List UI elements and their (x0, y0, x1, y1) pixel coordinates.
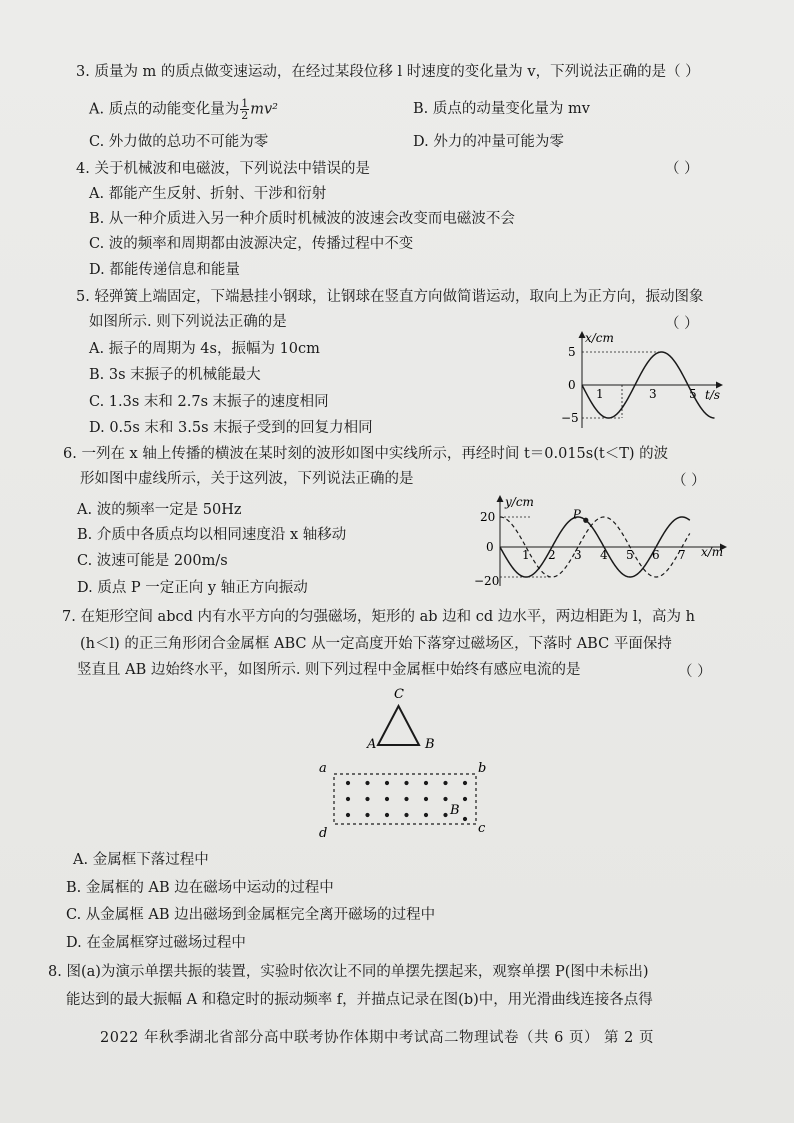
q8-stem-line1: 8. 图(a)为演示单摆共振的装置，实验时依次让不同的单摆先摆起来，观察单摆 P(图中未标出) (48, 964, 649, 980)
q6-stem-line1: 6. 一列在 x 轴上传播的横波在某时刻的波形如图中实线所示，再经时间 t＝0.015s(t＜T) 的波 (63, 446, 669, 462)
q5-stem-line1: 5. 轻弹簧上端固定，下端悬挂小钢球，让钢球在竖直方向做简谐运动，取向上为正方向，振动图象 (76, 289, 704, 305)
q3-stem: 3. 质量为 m 的质点做变速运动，在经过某段位移 l 时速度的变化量为 v，下列说法正确的是（ ） (76, 64, 700, 80)
q3-option-b: B. 质点的动量变化量为 mv (413, 101, 590, 117)
q5-xtick-1: 1 (596, 387, 604, 401)
q8-stem-line2: 能达到的最大振幅 A 和稳定时的振动频率 f，并描点记录在图(b)中，用光滑曲线连接各点得 (66, 992, 653, 1008)
q6-stem-line2: 形如图中虚线所示，关于这列波，下列说法正确的是 (80, 471, 414, 487)
q6-option-b: B. 介质中各质点均以相同速度沿 x 轴移动 (77, 527, 347, 543)
q7-field-dot (385, 797, 389, 801)
q6-option-d: D. 质点 P 一定正向 y 轴正方向振动 (77, 580, 308, 596)
q6-xtick-7: 7 (678, 548, 686, 562)
q5-xtick-3: 3 (649, 387, 657, 401)
q7-field-dot (443, 797, 447, 801)
q7-label-a: a (319, 761, 327, 776)
q7-answer-paren: （ ） (678, 664, 712, 680)
q7-field-dot (404, 813, 408, 817)
q4-option-b: B. 从一种介质进入另一种介质时机械波的波速会改变而电磁波不会 (89, 211, 515, 227)
q7-option-b: B. 金属框的 AB 边在磁场中运动的过程中 (66, 880, 334, 896)
q6-option-c: C. 波速可能是 200m/s (77, 553, 228, 569)
q7-label-c: c (478, 821, 486, 836)
q7-option-c: C. 从金属框 AB 边出磁场到金属框完全离开磁场的过程中 (66, 907, 436, 923)
q7-field-dot (346, 781, 350, 785)
q6-xtick-group (522, 548, 686, 562)
q7-label-C: C (394, 687, 404, 702)
q3-option-a-prefix: A. 质点的动能变化量为 (89, 101, 240, 118)
q5-option-a: A. 振子的周期为 4s，振幅为 10cm (89, 341, 320, 357)
q6-xtick-4: 4 (600, 548, 608, 562)
q4-option-a: A. 都能产生反射、折射、干涉和衍射 (89, 186, 327, 202)
q6-point-p-label: P (572, 507, 581, 522)
q7-field-dots (346, 781, 467, 821)
q3-option-d: D. 外力的冲量可能为零 (413, 134, 564, 150)
q5-xlabel: t/s (705, 388, 721, 402)
q3-frac-num: 1 (241, 97, 249, 110)
q5-stem-line2: 如图所示. 则下列说法正确的是 (89, 314, 287, 330)
q5-ytick-neg5: −5 (561, 411, 579, 425)
q7-field-dot (463, 797, 467, 801)
q6-xtick-3: 3 (574, 548, 582, 562)
q6-xlabel: x/m (701, 545, 724, 559)
q5-answer-paren: （ ） (665, 316, 699, 332)
q5-option-d: D. 0.5s 末和 3.5s 末振子受到的回复力相同 (89, 420, 373, 436)
q7-field-dot (385, 781, 389, 785)
q3-option-a (89, 98, 278, 121)
q7-magnetic-field-figure (310, 682, 500, 842)
q7-field-dot (424, 797, 428, 801)
q3-fraction (240, 98, 249, 121)
q7-field-dot (404, 781, 408, 785)
q4-option-c: C. 波的频率和周期都由波源决定，传播过程中不变 (89, 236, 414, 252)
q5-ytick-0: 0 (568, 378, 576, 392)
q7-option-a: A. 金属框下落过程中 (73, 852, 209, 868)
q7-label-d: d (319, 826, 328, 841)
q7-triangle-frame (378, 706, 419, 745)
q6-ytick-20: 20 (480, 510, 496, 524)
q6-answer-paren: （ ） (672, 473, 706, 489)
q5-ytick-5: 5 (568, 345, 576, 359)
q7-field-dot (346, 813, 350, 817)
q5-option-b: B. 3s 末振子的机械能最大 (89, 367, 261, 383)
q6-xtick-6: 6 (652, 548, 660, 562)
q7-field-dot (365, 813, 369, 817)
page-footer: 2022 年秋季湖北省部分高中联考协作体期中考试高二物理试卷（共 6 页） 第 2 页 (100, 1030, 655, 1046)
q7-stem-line1: 7. 在矩形空间 abcd 内有水平方向的匀强磁场，矩形的 ab 边和 cd 边水平，两边相距为 l，高为 h (62, 609, 695, 625)
q6-ytick-neg20: −20 (474, 574, 500, 588)
q7-field-dot (443, 781, 447, 785)
q7-field-dot (443, 813, 447, 817)
q3-frac-den: 2 (241, 109, 249, 122)
q6-ytick-0: 0 (486, 540, 494, 554)
q7-stem-line3: 竖直且 AB 边始终水平，如图所示. 则下列过程中金属框中始终有感应电流的是 (77, 662, 581, 678)
q6-xtick-2: 2 (548, 548, 556, 562)
q7-field-dot (404, 797, 408, 801)
q7-field-dot (424, 813, 428, 817)
q7-field-dot (424, 781, 428, 785)
q5-option-c: C. 1.3s 末和 2.7s 末振子的速度相同 (89, 394, 329, 410)
q7-field-dot (365, 797, 369, 801)
q7-field-dot (346, 797, 350, 801)
q3-option-c: C. 外力做的总功不可能为零 (89, 134, 269, 150)
q7-stem-line2: (h＜l) 的正三角形闭合金属框 ABC 从一定高度开始下落穿过磁场区，下落时 ABC 平面保持 (80, 636, 672, 652)
q5-ylabel: x/cm (585, 331, 614, 345)
q7-label-b: b (478, 761, 487, 776)
q6-xtick-5: 5 (626, 548, 634, 562)
q7-field-dot (463, 817, 467, 821)
q5-xtick-5: 5 (689, 387, 697, 401)
q5-vibration-graph (556, 328, 726, 432)
q7-label-B: B (425, 737, 435, 752)
q4-option-d: D. 都能传递信息和能量 (89, 262, 240, 278)
q6-wave-graph (472, 494, 730, 588)
q7-label-field-B: B (450, 803, 460, 818)
q7-label-A: A (367, 737, 377, 752)
q7-field-dot (463, 781, 467, 785)
q4-stem: 4. 关于机械波和电磁波，下列说法中错误的是 (76, 161, 370, 177)
q4-answer-paren: （ ） (665, 161, 699, 177)
q6-point-p (583, 518, 588, 523)
q6-option-a: A. 波的频率一定是 50Hz (77, 502, 242, 518)
q6-ylabel: y/cm (505, 495, 534, 509)
q7-field-dot (385, 813, 389, 817)
q6-xtick-1: 1 (522, 548, 530, 562)
q7-option-d: D. 在金属框穿过磁场过程中 (66, 935, 246, 951)
q3-option-a-suffix: mv² (250, 101, 278, 118)
q7-field-dot (365, 781, 369, 785)
